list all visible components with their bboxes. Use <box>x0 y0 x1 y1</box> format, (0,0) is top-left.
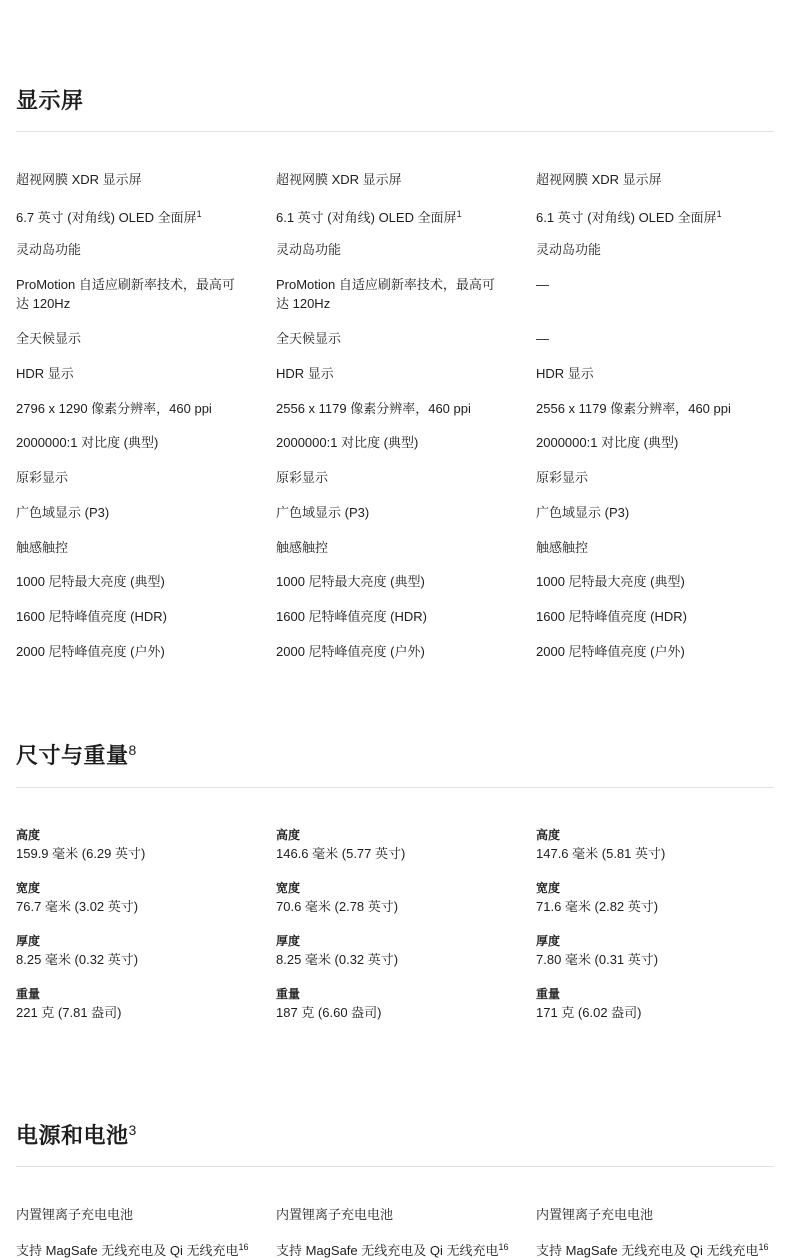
display-spec-item: 触感触控 <box>276 540 329 555</box>
display-spec-item: HDR 显示 <box>536 366 594 381</box>
dimension-item <box>16 826 256 863</box>
display-spec-item: 超视网膜 XDR 显示屏 <box>276 172 402 187</box>
display-spec-item: — <box>536 331 549 346</box>
power-battery: 内置锂离子充电电池 <box>276 1207 394 1222</box>
display-spec-item: 2556 x 1179 像素分辨率，460 ppi <box>536 401 731 416</box>
dimension-label: 厚度 <box>536 934 561 948</box>
dimension-label: 重量 <box>276 987 301 1001</box>
dimension-item <box>276 826 516 863</box>
power-battery: 内置锂离子充电电池 <box>536 1207 654 1222</box>
dimension-value: 8.25 毫米 (0.32 英寸) <box>16 952 139 967</box>
display-spec-item: 2000 尼特峰值亮度 (户外) <box>536 644 685 659</box>
dimension-value: 171 克 (6.02 盎司) <box>536 1005 642 1020</box>
dimensions-section-title: 尺寸与重量$^8$ <box>16 742 137 768</box>
display-spec-item: 1600 尼特峰值亮度 (HDR) <box>536 609 687 624</box>
power-column-2 <box>276 1205 516 1224</box>
display-spec-item: 全天候显示 <box>276 331 342 346</box>
dimension-value: 146.6 毫米 (5.77 英寸) <box>276 846 406 861</box>
footnote-marker: 1 <box>716 209 722 219</box>
power-footnote: 3 <box>128 1122 137 1138</box>
display-spec-item: 全天候显示 <box>16 331 82 346</box>
power-wireless-charging: 支持 MagSafe 无线充电及 Qi 无线充电$^{16}$ <box>536 1242 769 1258</box>
dimension-label: 宽度 <box>536 881 561 895</box>
display-spec-item: 灵动岛功能 <box>16 242 82 257</box>
dimension-value: 8.25 毫米 (0.32 英寸) <box>276 952 399 967</box>
dimensions-column-2 <box>276 826 516 1038</box>
dimension-value: 70.6 毫米 (2.78 英寸) <box>276 899 399 914</box>
display-spec-item: 原彩显示 <box>16 470 69 485</box>
dimension-item <box>536 985 776 1022</box>
display-section-title: 显示屏 <box>16 88 84 113</box>
display-spec-item: ProMotion 自适应刷新率技术，最高可达 120Hz <box>16 277 235 311</box>
dimension-value: 187 克 (6.60 盎司) <box>276 1005 382 1020</box>
dimension-value: 159.9 毫米 (6.29 英寸) <box>16 846 146 861</box>
dimension-value: 71.6 毫米 (2.82 英寸) <box>536 899 659 914</box>
dimension-label: 厚度 <box>16 934 41 948</box>
display-spec-item: 广色域显示 (P3) <box>536 505 630 520</box>
display-spec-item: HDR 显示 <box>16 366 74 381</box>
dimension-item <box>276 879 516 916</box>
dimension-item <box>536 879 776 916</box>
power-section-title: 电源和电池$^3$ <box>16 1122 137 1148</box>
dimension-label: 高度 <box>536 828 561 842</box>
display-spec-item: 2000000:1 对比度 (典型) <box>536 435 679 450</box>
dimension-value: 147.6 毫米 (5.81 英寸) <box>536 846 666 861</box>
dimension-value: 76.7 毫米 (3.02 英寸) <box>16 899 139 914</box>
dimension-label: 重量 <box>16 987 41 1001</box>
display-spec-item: 6.1 英寸 (对角线) OLED 全面屏$^1$ <box>536 209 722 225</box>
display-spec-item: 1000 尼特最大亮度 (典型) <box>536 574 685 589</box>
display-spec-item: — <box>536 277 549 292</box>
display-spec-item: 广色域显示 (P3) <box>276 505 370 520</box>
dimensions-column-1 <box>16 826 256 1038</box>
dimension-item <box>16 985 256 1022</box>
display-spec-item: 广色域显示 (P3) <box>16 505 110 520</box>
display-spec-item: ProMotion 自适应刷新率技术，最高可达 120Hz <box>276 277 495 311</box>
power-battery: 内置锂离子充电电池 <box>16 1207 134 1222</box>
dimension-label: 高度 <box>276 828 301 842</box>
display-divider <box>16 131 774 132</box>
display-spec-item: 触感触控 <box>536 540 589 555</box>
display-spec-item: 1000 尼特最大亮度 (典型) <box>16 574 165 589</box>
display-spec-item: 触感触控 <box>16 540 69 555</box>
power-divider <box>16 1166 774 1167</box>
display-spec-item: HDR 显示 <box>276 366 334 381</box>
dimension-label: 厚度 <box>276 934 301 948</box>
dimension-value: 221 克 (7.81 盎司) <box>16 1005 122 1020</box>
dimension-item <box>276 985 516 1022</box>
power-wireless-charging: 支持 MagSafe 无线充电及 Qi 无线充电$^{16}$ <box>16 1242 249 1258</box>
dimension-label: 高度 <box>16 828 41 842</box>
display-spec-item: 原彩显示 <box>536 470 589 485</box>
display-spec-item: 2796 x 1290 像素分辨率，460 ppi <box>16 401 212 416</box>
dimension-item <box>276 932 516 969</box>
power-column-3 <box>536 1205 776 1224</box>
display-spec-item: 1600 尼特峰值亮度 (HDR) <box>276 609 427 624</box>
display-spec-item: 2556 x 1179 像素分辨率，460 ppi <box>276 401 471 416</box>
display-spec-item: 灵动岛功能 <box>276 242 342 257</box>
power-wireless-charging: 支持 MagSafe 无线充电及 Qi 无线充电$^{16}$ <box>276 1242 509 1258</box>
display-spec-item: 超视网膜 XDR 显示屏 <box>16 172 142 187</box>
dimension-item <box>536 932 776 969</box>
dimension-value: 7.80 毫米 (0.31 英寸) <box>536 952 659 967</box>
display-spec-item: 2000000:1 对比度 (典型) <box>276 435 419 450</box>
footnote-marker: 1 <box>456 209 462 219</box>
display-spec-item: 6.7 英寸 (对角线) OLED 全面屏$^1$ <box>16 209 202 225</box>
dimension-label: 重量 <box>536 987 561 1001</box>
display-spec-item: 2000 尼特峰值亮度 (户外) <box>16 644 165 659</box>
display-spec-item: 超视网膜 XDR 显示屏 <box>536 172 662 187</box>
dimensions-divider <box>16 787 774 788</box>
dimensions-footnote: 8 <box>128 742 137 758</box>
display-spec-item: 2000000:1 对比度 (典型) <box>16 435 159 450</box>
display-spec-item: 1000 尼特最大亮度 (典型) <box>276 574 425 589</box>
power-column-1 <box>16 1205 256 1224</box>
dimension-label: 宽度 <box>16 881 41 895</box>
dimension-item <box>16 879 256 916</box>
display-spec-item: 2000 尼特峰值亮度 (户外) <box>276 644 425 659</box>
dimensions-column-3 <box>536 826 776 1038</box>
dimension-item <box>16 932 256 969</box>
display-spec-item: 1600 尼特峰值亮度 (HDR) <box>16 609 167 624</box>
footnote-marker: 1 <box>196 209 202 219</box>
display-spec-item: 6.1 英寸 (对角线) OLED 全面屏$^1$ <box>276 209 462 225</box>
display-spec-item: 灵动岛功能 <box>536 242 602 257</box>
dimension-item <box>536 826 776 863</box>
display-spec-item: 原彩显示 <box>276 470 329 485</box>
dimension-label: 宽度 <box>276 881 301 895</box>
